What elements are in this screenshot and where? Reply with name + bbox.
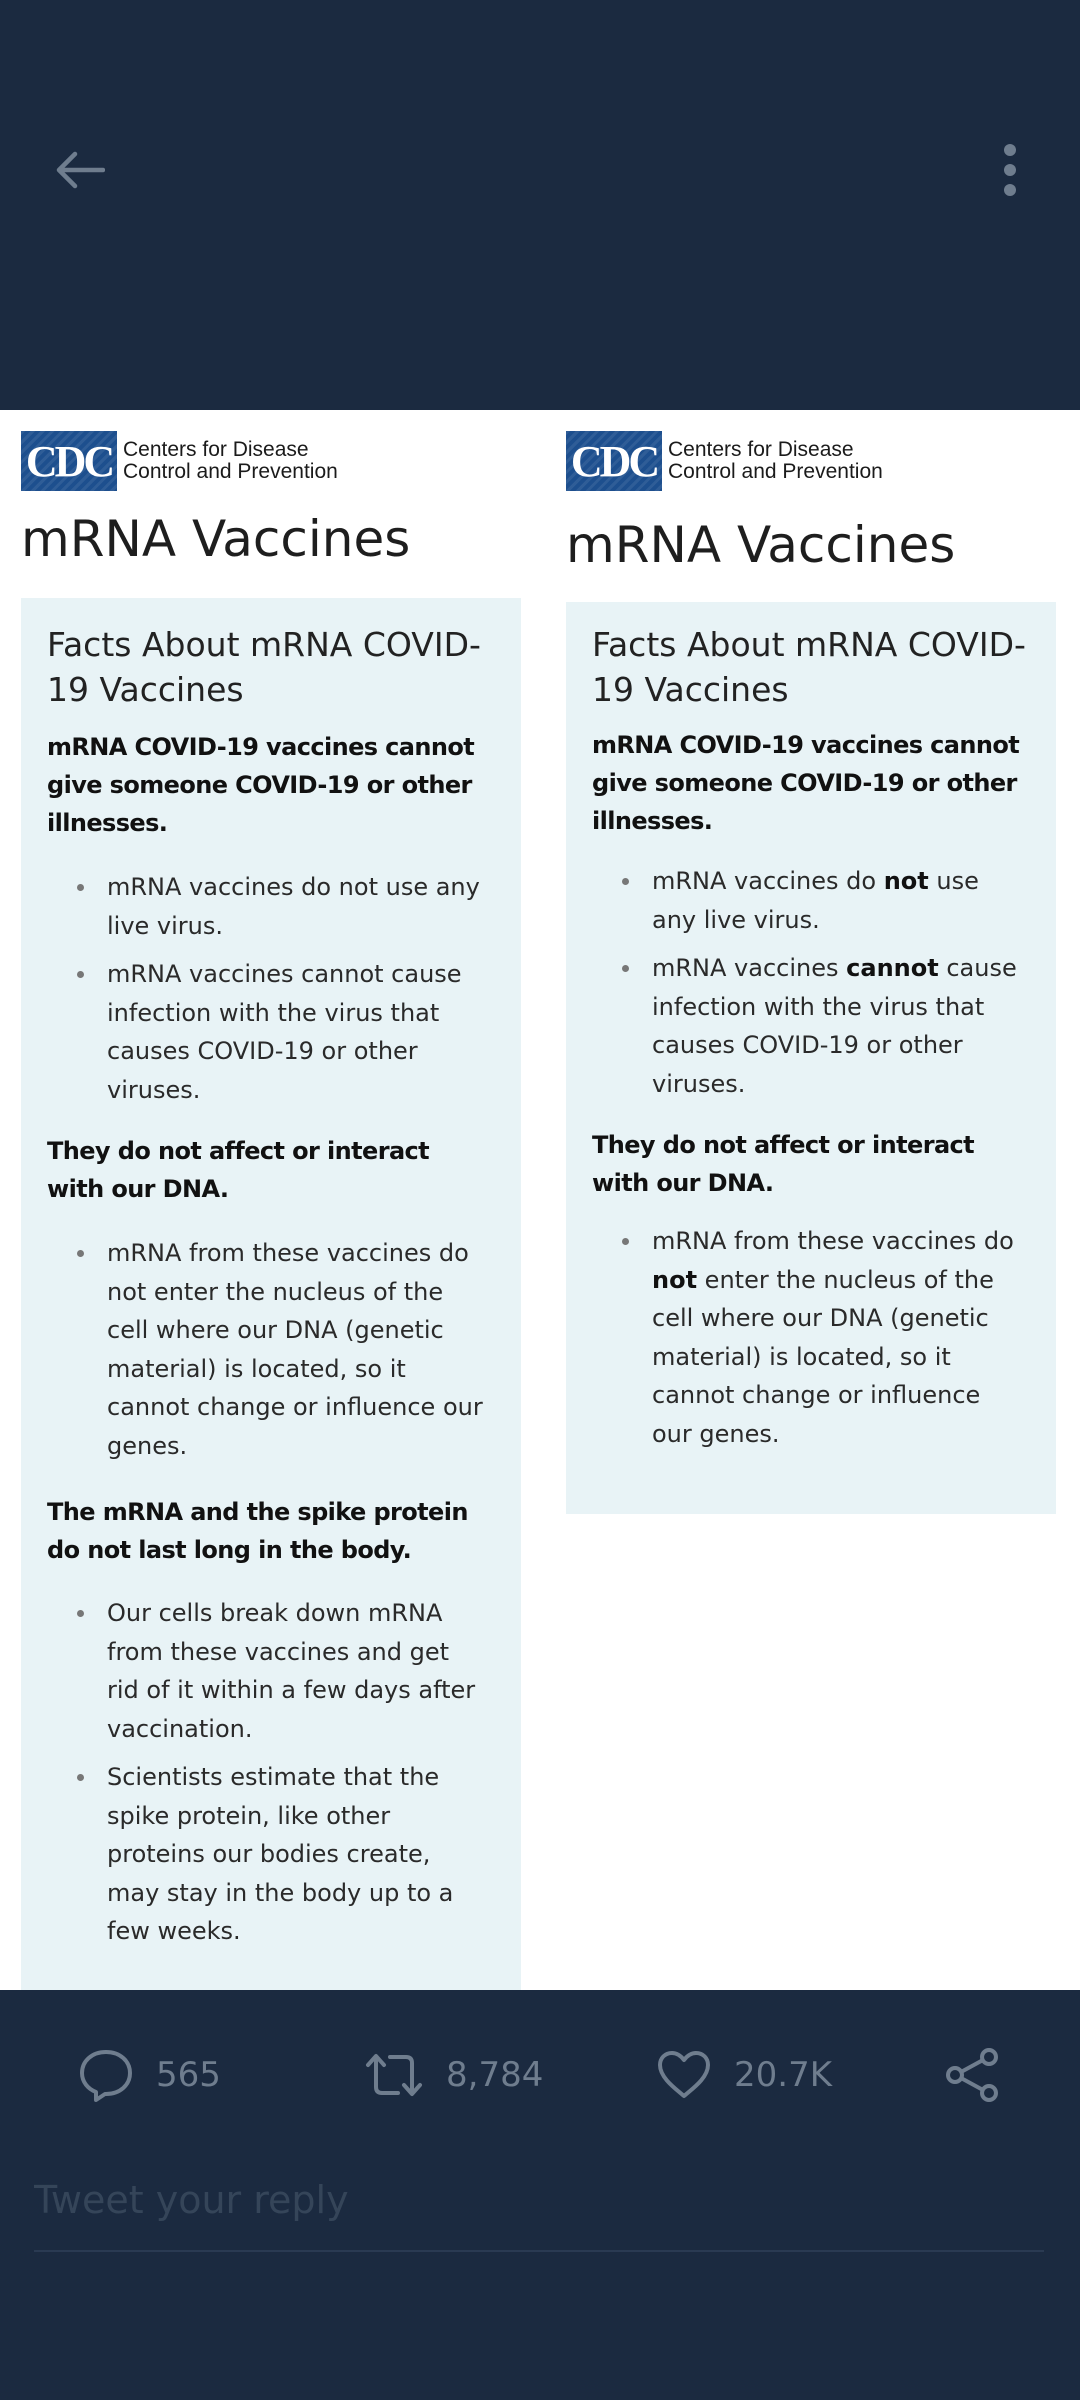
reply-count: 565 xyxy=(156,2055,221,2095)
bullet-list xyxy=(592,862,1022,1103)
section-heading: The mRNA and the spike protein do not last long in the body. xyxy=(47,1498,468,1564)
retweet-count: 8,784 xyxy=(446,2055,544,2095)
tweet-actions xyxy=(0,2030,1080,2120)
page-title: mRNA Vaccines xyxy=(21,510,411,568)
cdc-logo-line1: Centers for Disease xyxy=(123,438,309,461)
like-button[interactable] xyxy=(656,2030,832,2120)
heart-icon xyxy=(656,2050,712,2100)
retweet-icon xyxy=(364,2051,424,2099)
cdc-logo-mark: CDC xyxy=(566,431,662,491)
reply-composer xyxy=(34,2170,1044,2252)
cdc-logo-line1: Centers for Disease xyxy=(668,438,854,461)
image-panel-left xyxy=(0,410,540,1990)
cdc-logo-mark: CDC xyxy=(21,431,117,491)
cdc-logo-line2: Control and Prevention xyxy=(123,460,338,483)
like-count: 20.7K xyxy=(734,2055,832,2095)
cdc-logo-line2: Control and Prevention xyxy=(668,460,883,483)
page-title: mRNA Vaccines xyxy=(566,516,956,574)
list-item: mRNA vaccines cannot cause infection with the virus that causes COVID-19 or other viruses. xyxy=(47,955,487,1109)
cdc-logo-text xyxy=(123,439,338,483)
facts-box xyxy=(566,602,1056,1514)
list-item: mRNA from these vaccines do not enter the nucleus of the cell where our DNA (genetic material) is located, so it cannot change or influence our genes. xyxy=(592,1222,1022,1453)
more-options-button[interactable] xyxy=(975,135,1045,205)
list-item: mRNA vaccines do not use any live virus. xyxy=(592,862,1022,939)
arrow-left-icon xyxy=(53,150,105,190)
bullet-list xyxy=(47,868,487,1109)
comment-icon xyxy=(78,2048,134,2102)
facts-title: Facts About mRNA COVID-19 Vaccines xyxy=(47,625,481,709)
section-heading: They do not affect or interact with our DNA. xyxy=(592,1131,975,1197)
cdc-logo-text xyxy=(668,439,883,483)
cdc-logo xyxy=(21,430,338,492)
section-heading: They do not affect or interact with our DNA. xyxy=(47,1137,430,1203)
tweet-image[interactable] xyxy=(0,410,1080,1990)
more-vertical-icon xyxy=(1002,143,1018,197)
list-item: mRNA vaccines cannot cause infection with the virus that causes COVID-19 or other viruses. xyxy=(592,949,1022,1103)
bullet-list xyxy=(47,1594,487,1951)
share-button[interactable] xyxy=(944,2030,1000,2120)
list-item: mRNA from these vaccines do not enter the nucleus of the cell where our DNA (genetic material) is located, so it cannot change or influence our genes. xyxy=(47,1234,487,1465)
list-item: Scientists estimate that the spike protein, like other proteins our bodies create, may stay in the body up to a few weeks. xyxy=(47,1758,487,1951)
facts-box xyxy=(21,598,521,1990)
section-heading: mRNA COVID-19 vaccines cannot give someone COVID-19 or other illnesses. xyxy=(47,733,475,837)
facts-title: Facts About mRNA COVID-19 Vaccines xyxy=(592,625,1026,709)
reply-input[interactable] xyxy=(34,2170,1044,2230)
reply-button[interactable] xyxy=(78,2030,221,2120)
list-item: Our cells break down mRNA from these vaccines and get rid of it within a few days after vaccination. xyxy=(47,1594,487,1748)
list-item: mRNA vaccines do not use any live virus. xyxy=(47,868,487,945)
bullet-list xyxy=(47,1234,487,1465)
bullet-list xyxy=(592,1222,1022,1453)
back-button[interactable] xyxy=(44,135,114,205)
retweet-button[interactable] xyxy=(364,2030,543,2120)
image-panel-right xyxy=(540,410,1080,1990)
section-heading: mRNA COVID-19 vaccines cannot give someone COVID-19 or other illnesses. xyxy=(592,731,1020,835)
tweet-header xyxy=(0,0,1080,410)
share-icon xyxy=(944,2048,1000,2102)
cdc-logo xyxy=(566,430,883,492)
